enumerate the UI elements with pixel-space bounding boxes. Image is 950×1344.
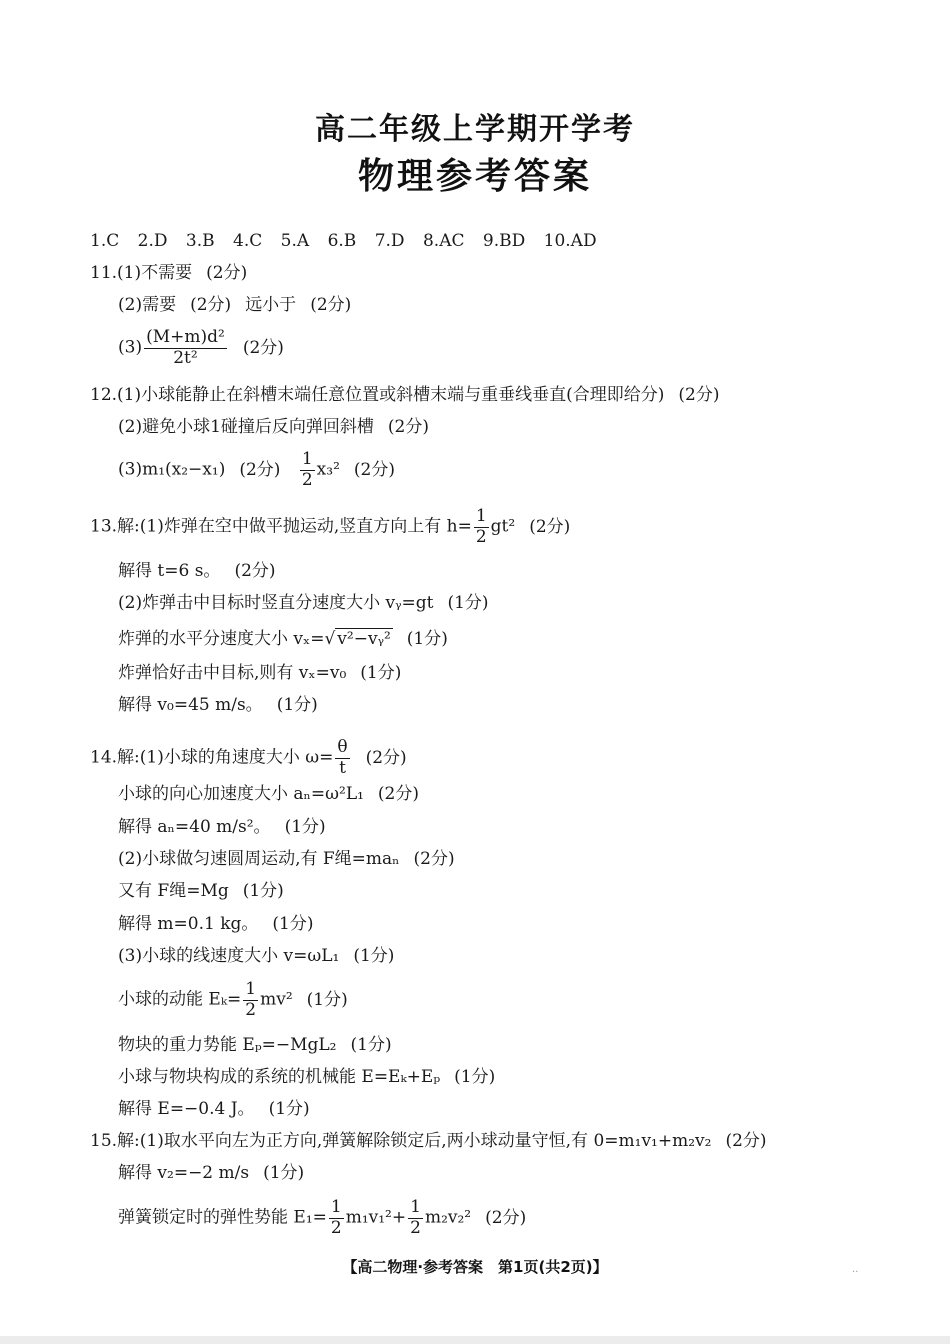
q15-line-2: 解得 v₂=−2 m/s (1分) — [118, 1163, 305, 1183]
fraction: $\frac{1}{2}$ — [330, 1197, 342, 1238]
q14-line-4: (2)小球做匀速圆周运动,有 F绳=maₙ (2分) — [118, 849, 455, 869]
q13-line-3: (2)炸弹击中目标时竖直分速度大小 vᵧ=gt (1分) — [118, 593, 489, 613]
q14-line-3: 解得 aₙ=40 m/s²。 (1分) — [118, 817, 326, 837]
q14-line-5: 又有 F绳=Mg (1分) — [118, 881, 284, 901]
q13-line-1: 13.解:(1)炸弹在空中做平抛运动,竖直方向上有 h= $\frac{1}{2}$ gt² (2分) — [90, 506, 571, 547]
choice-answers — [90, 230, 610, 252]
choice-answer: 6.B — [327, 231, 357, 251]
choice-answer: 4.C — [233, 231, 263, 251]
q11-line-1: 11.(1)不需要 (2分) — [90, 263, 248, 283]
answer-title: 物理参考答案 — [357, 156, 592, 197]
choice-answer: 9.BD — [482, 231, 526, 251]
q11-line-2: (2)需要 (2分) 远小于 (2分) — [118, 295, 352, 315]
choice-answer: 1.C — [90, 231, 120, 251]
fraction: $\frac{\text{(M+m)d²}}{\text{2t²}}$ — [146, 327, 225, 368]
q14-line-8: 小球的动能 Eₖ= $\frac{1}{2}$ mv² (1分) — [118, 979, 348, 1020]
choice-answer: 7.D — [374, 231, 405, 251]
fraction: $\frac{\theta}{t}$ — [337, 737, 348, 778]
q13-line-4: 炸弹的水平分速度大小 vₓ=√ v²−vᵧ² (1分) — [118, 629, 448, 649]
choice-answer: 2.D — [137, 231, 168, 251]
q15-line-1: 15.解:(1)取水平向左为正方向,弹簧解除锁定后,两小球动量守恒,有 0=m₁v₁+m₂v₂ (2分) — [90, 1131, 767, 1151]
q14-line-6: 解得 m=0.1 kg。 (1分) — [118, 914, 314, 934]
q13-line-6: 解得 v₀=45 m/s。 (1分) — [118, 695, 318, 715]
page-footer: 【高二物理·参考答案 第1页(共2页)】 — [342, 1258, 608, 1276]
q14-line-1: 14.解:(1)小球的角速度大小 ω= $\frac{\theta}{t}$ (2分) — [90, 737, 407, 778]
q11-line-3: (3) $\frac{\text{(M+m)d²}}{\text{2t²}}$ (2分) — [118, 327, 284, 368]
q14-line-2: 小球的向心加速度大小 aₙ=ω²L₁ (2分) — [118, 784, 420, 804]
choice-answer: 8.AC — [422, 231, 465, 251]
q14-line-9: 物块的重力势能 Eₚ=−MgL₂ (1分) — [118, 1035, 392, 1055]
fraction: $\frac{1}{2}$ — [410, 1197, 421, 1238]
q15-line-3: 弹簧锁定时的弹性势能 E₁= $\frac{1}{2}$ m₁v₁²+ $\frac{1}{2}$ m₂v₂² (2分) — [118, 1197, 527, 1238]
q14-line-11: 解得 E=−0.4 J。 (1分) — [118, 1099, 310, 1119]
q12-line-3: (3)m₁(x₂−x₁) (2分) $\frac{1}{2}$ x₃² (2分) — [118, 449, 395, 490]
q12-line-2: (2)避免小球1碰撞后反向弹回斜槽 (2分) — [118, 417, 429, 437]
corner-mark: .. — [852, 1264, 859, 1275]
bottom-strip — [0, 1336, 950, 1344]
q13-line-5: 炸弹恰好击中目标,则有 vₓ=v₀ (1分) — [118, 663, 402, 683]
q14-line-7: (3)小球的线速度大小 v=ωL₁ (1分) — [118, 946, 395, 966]
exam-title: 高二年级上学期开学考 — [315, 112, 635, 147]
choice-answer: 10.AD — [543, 231, 597, 251]
fraction: $\frac{1}{2}$ — [245, 979, 257, 1020]
choice-answer: 5.A — [280, 231, 310, 251]
fraction: $\frac{1}{2}$ — [301, 449, 313, 490]
fraction: $\frac{1}{2}$ — [475, 506, 487, 547]
q12-line-1: 12.(1)小球能静止在斜槽末端任意位置或斜槽末端与重垂线垂直(合理即给分) (2分) — [90, 385, 720, 405]
choice-answer: 3.B — [185, 231, 215, 251]
q14-line-10: 小球与物块构成的系统的机械能 E=Eₖ+Eₚ (1分) — [118, 1067, 496, 1087]
q13-line-2: 解得 t=6 s。 (2分) — [118, 561, 276, 581]
